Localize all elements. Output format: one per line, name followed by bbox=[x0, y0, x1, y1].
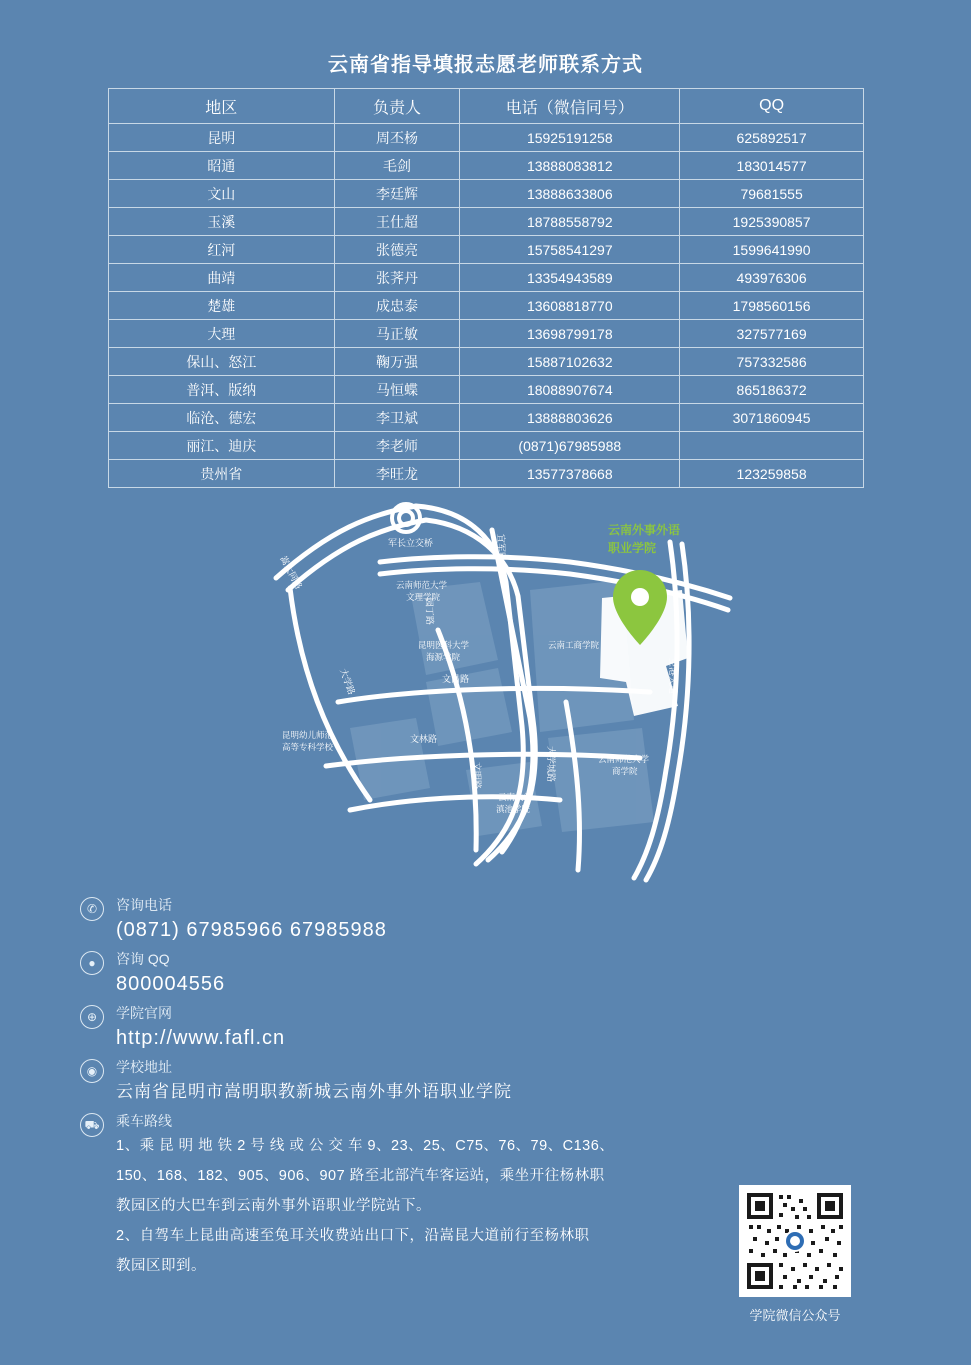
table-cell: 13354943589 bbox=[460, 264, 680, 292]
contact-phone-label: 咨询电话 bbox=[116, 897, 172, 913]
table-row bbox=[109, 264, 864, 292]
table-row bbox=[109, 432, 864, 460]
route-line-5: 教园区即到。 bbox=[116, 1258, 206, 1274]
table-cell: 18088907674 bbox=[460, 376, 680, 404]
table-cell: 18788558792 bbox=[460, 208, 680, 236]
table-cell: 13888633806 bbox=[460, 180, 680, 208]
map-road-wenlin: 文林路 bbox=[410, 734, 438, 744]
contact-phone-row bbox=[80, 895, 780, 945]
table-cell: 普洱、版纳 bbox=[109, 376, 335, 404]
col-header-qq: QQ bbox=[680, 89, 864, 124]
table-row bbox=[109, 376, 864, 404]
contact-qq-label: 咨询 QQ bbox=[116, 951, 170, 967]
route-line-2: 150、168、182、905、906、907 路至北部汽车客运站，乘坐开往杨林职 bbox=[116, 1168, 605, 1184]
table-cell: 马正敏 bbox=[334, 320, 460, 348]
contact-address-label: 学校地址 bbox=[116, 1059, 172, 1075]
table-cell: 李卫斌 bbox=[334, 404, 460, 432]
table-cell: 张荠丹 bbox=[334, 264, 460, 292]
col-header-region: 地区 bbox=[109, 89, 335, 124]
bus-icon: ⛟ bbox=[80, 1113, 104, 1137]
map-road-wenchang: 文昌路 bbox=[442, 674, 470, 684]
contact-website-value[interactable]: http://www.fafl.cn bbox=[116, 1027, 286, 1049]
table-cell: 13698799178 bbox=[460, 320, 680, 348]
table-row bbox=[109, 236, 864, 264]
table-cell: 张德亮 bbox=[334, 236, 460, 264]
table-row bbox=[109, 292, 864, 320]
table-cell: 王仕超 bbox=[334, 208, 460, 236]
table-row bbox=[109, 404, 864, 432]
map-place-shangxue-1: 云南师范大学 bbox=[598, 754, 650, 764]
table-cell: 曲靖 bbox=[109, 264, 335, 292]
table-cell: 1798560156 bbox=[680, 292, 864, 320]
table-row bbox=[109, 320, 864, 348]
globe-icon: ⊕ bbox=[80, 1005, 104, 1029]
wechat-qr-block bbox=[735, 1185, 855, 1324]
table-cell: 757332586 bbox=[680, 348, 864, 376]
qr-code-image bbox=[739, 1185, 851, 1297]
table-row bbox=[109, 180, 864, 208]
contact-website-label: 学院官网 bbox=[116, 1005, 172, 1021]
map-highlight-line2: 职业学院 bbox=[608, 541, 657, 555]
contact-qq-value: 800004556 bbox=[116, 973, 226, 995]
table-cell: 马恒蝶 bbox=[334, 376, 460, 404]
table-cell: 毛剑 bbox=[334, 152, 460, 180]
location-icon: ◉ bbox=[80, 1059, 104, 1083]
contact-route-row bbox=[80, 1111, 780, 1281]
map-road-daxuecheng: 大学城路 bbox=[546, 746, 556, 783]
route-line-4: 2、自驾车上昆曲高速至兔耳关收费站出口下，沿嵩昆大道前行至杨林职 bbox=[116, 1228, 590, 1244]
table-row bbox=[109, 152, 864, 180]
map-road-daxue: 大学路 bbox=[338, 667, 357, 697]
map-place-youer-2: 高等专科学校 bbox=[282, 742, 334, 752]
map-place-dianchi-2: 滇池学院 bbox=[496, 804, 531, 814]
table-cell: 大理 bbox=[109, 320, 335, 348]
table-cell: 保山、怒江 bbox=[109, 348, 335, 376]
map-place-shangxue-2: 商学院 bbox=[612, 766, 638, 776]
table-cell: 13888083812 bbox=[460, 152, 680, 180]
map-road-yijun: 宜军路 bbox=[496, 534, 506, 562]
contact-website-row bbox=[80, 1003, 780, 1053]
map-place-haiyuan-1: 昆明医科大学 bbox=[418, 640, 470, 650]
table-cell: 79681555 bbox=[680, 180, 864, 208]
table-cell: 丽江、迪庆 bbox=[109, 432, 335, 460]
table-cell: 13608818770 bbox=[460, 292, 680, 320]
phone-icon: ✆ bbox=[80, 897, 104, 921]
map-place-dianchi-1: 云南大学 bbox=[498, 792, 533, 802]
table-header-row bbox=[109, 89, 864, 124]
table-cell: 临沧、德宏 bbox=[109, 404, 335, 432]
map-road-yuanding: 园丁路 bbox=[424, 597, 435, 626]
table-cell: 鞠万强 bbox=[334, 348, 460, 376]
page-title: 云南省指导填报志愿老师联系方式 bbox=[328, 54, 643, 76]
map-place-wenli-2: 文理学院 bbox=[406, 592, 441, 602]
col-header-phone: 电话（微信同号） bbox=[460, 89, 680, 124]
contact-phone-value: (0871) 67985966 67985988 bbox=[116, 919, 387, 941]
map-place-haiyuan-2: 海源学院 bbox=[426, 652, 461, 662]
table-cell: 865186372 bbox=[680, 376, 864, 404]
table-cell: 昆明 bbox=[109, 124, 335, 152]
table-cell: 贵州省 bbox=[109, 460, 335, 488]
table-cell: 327577169 bbox=[680, 320, 864, 348]
map-road-songda: 嵩大同路 bbox=[278, 554, 304, 591]
table-cell: 15925191258 bbox=[460, 124, 680, 152]
table-cell: 李廷辉 bbox=[334, 180, 460, 208]
route-line-3: 教园区的大巴车到云南外事外语职业学院站下。 bbox=[116, 1198, 431, 1214]
table-cell: 15887102632 bbox=[460, 348, 680, 376]
table-cell: 李旺龙 bbox=[334, 460, 460, 488]
table-cell bbox=[680, 432, 864, 460]
qq-icon: ● bbox=[80, 951, 104, 975]
contact-address-value: 云南省昆明市嵩明职教新城云南外事外语职业学院 bbox=[116, 1082, 512, 1101]
map-road-konggang: 空港大道 bbox=[668, 658, 678, 695]
table-cell: 李老师 bbox=[334, 432, 460, 460]
table-row bbox=[109, 124, 864, 152]
table-row bbox=[109, 348, 864, 376]
route-line-1: 1、乘 昆 明 地 铁 2 号 线 或 公 交 车 9、23、25、C75、76、79、C136、 bbox=[116, 1138, 615, 1154]
table-cell: 493976306 bbox=[680, 264, 864, 292]
table-cell: 625892517 bbox=[680, 124, 864, 152]
table-cell: 1599641990 bbox=[680, 236, 864, 264]
table-cell: 1925390857 bbox=[680, 208, 864, 236]
table-cell: 3071860945 bbox=[680, 404, 864, 432]
table-cell: 周丕杨 bbox=[334, 124, 460, 152]
col-header-person: 负责人 bbox=[334, 89, 460, 124]
table-cell: 玉溪 bbox=[109, 208, 335, 236]
contact-address-row bbox=[80, 1057, 780, 1107]
table-cell: (0871)67985988 bbox=[460, 432, 680, 460]
table-cell: 13888803626 bbox=[460, 404, 680, 432]
table-cell: 昭通 bbox=[109, 152, 335, 180]
table-cell: 楚雄 bbox=[109, 292, 335, 320]
table-cell: 123259858 bbox=[680, 460, 864, 488]
table-cell: 15758541297 bbox=[460, 236, 680, 264]
campus-location-map bbox=[230, 470, 750, 890]
contact-info-list bbox=[80, 895, 780, 1285]
table-cell: 183014577 bbox=[680, 152, 864, 180]
table-row bbox=[109, 208, 864, 236]
contact-route-label: 乘车路线 bbox=[116, 1113, 172, 1129]
table-cell: 红河 bbox=[109, 236, 335, 264]
table-body bbox=[109, 124, 864, 488]
contact-qq-row bbox=[80, 949, 780, 999]
table-cell: 13577378668 bbox=[460, 460, 680, 488]
table-cell: 成忠泰 bbox=[334, 292, 460, 320]
map-road-junction: 军长立交桥 bbox=[388, 538, 434, 548]
map-place-wenli-1: 云南师范大学 bbox=[396, 580, 448, 590]
qr-caption: 学院微信公众号 bbox=[749, 1308, 841, 1323]
teacher-contact-table bbox=[108, 88, 864, 488]
map-highlight-line1: 云南外事外语 bbox=[608, 523, 681, 537]
map-place-gongshang: 云南工商学院 bbox=[548, 640, 600, 650]
map-place-youer-1: 昆明幼儿师范 bbox=[282, 730, 334, 740]
contact-table-wrapper bbox=[108, 88, 864, 488]
map-road-wenming: 文明路 bbox=[472, 762, 482, 790]
table-cell: 文山 bbox=[109, 180, 335, 208]
